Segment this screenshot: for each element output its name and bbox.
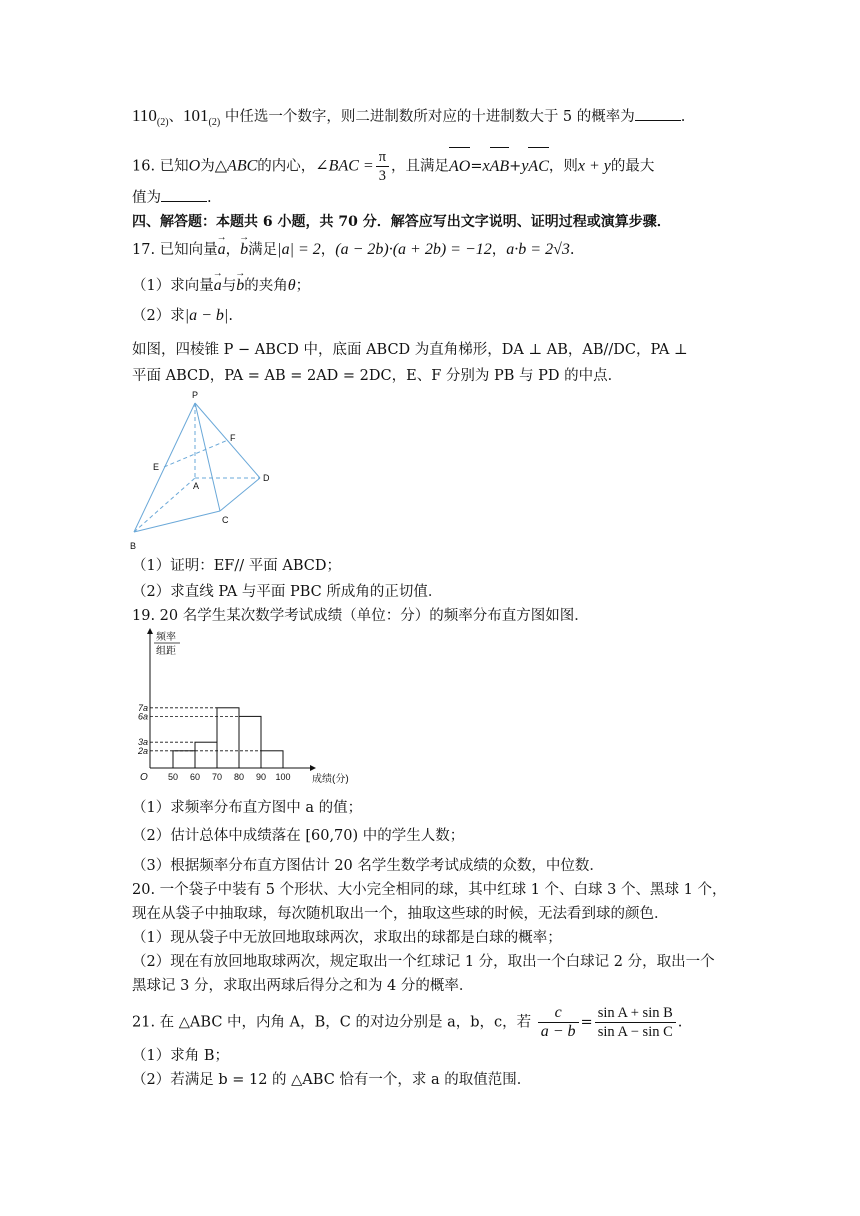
pyramid-figure (120, 385, 280, 555)
q16-line1: 16. 已知O为△ABC的内心，∠BAC = $\frac{\pi}{3}$ ，且满足AO=xAB+yAC，则x + y的最大 (132, 149, 655, 184)
histogram-bar (195, 742, 217, 768)
q21-line1: 21. 在 △ABC 中，内角 A，B，C 的对边分别是 a，b，c，若 $\frac{c}{a - b}$ = $\frac{\text{sin A + sin B}}{\text{sin A − sin C}}$ . (132, 1004, 683, 1040)
x-tick-label: 50 (167, 772, 179, 782)
binary-101: $101_{(2)}$ (183, 106, 221, 128)
pi-over-3: $\frac{\pi}{3}$ (376, 148, 389, 185)
histogram-bar (173, 751, 195, 768)
q16-line2: 值为 . (132, 190, 212, 206)
fraction-sines: $\frac{\text{sin A + sin B}}{\text{sin A − sin C}}$ (595, 1004, 676, 1041)
label-C: C (222, 515, 229, 525)
x-tick-label: 70 (211, 772, 223, 782)
y-tick-label: 7a (137, 702, 148, 713)
q20-line1: 20. 一个袋子中装有 5 个形状、大小完全相同的球，其中红球 1 个、白球 3 个、黑球 1 个， (132, 882, 727, 898)
q18-part1: （1）证明：EF// 平面 ABCD； (132, 558, 341, 574)
y-axis-arrow (147, 628, 153, 634)
x-tick-label: 90 (255, 772, 267, 782)
q17-line1: 17. 已知向量a →，b →满足|a| = 2，(a − 2b)·(a + 2b) = −12，a·b = 2√3. (132, 240, 574, 260)
y-tick-label: 6a (137, 711, 148, 722)
label-P: P (192, 390, 199, 400)
q18-part2: （2）求直线 PA 与平面 PBC 所成角的正切值． (132, 584, 443, 600)
q19-part2: （2）估计总体中成绩落在 [60,70) 中的学生人数； (132, 828, 465, 844)
segment-EF (164, 440, 228, 467)
y-label-numerator: 频率 (156, 632, 176, 643)
x-tick-label: 60 (189, 772, 201, 782)
frequency-histogram (128, 628, 368, 796)
label-A: A (193, 481, 200, 491)
section-title: 四、解答题：本题共 6 小题，共 70 分．解答应写出文字说明、证明过程或演算步骤． (132, 214, 671, 230)
x-axis-label: 成绩(分) (312, 774, 349, 785)
label-D: D (263, 473, 270, 483)
q20-part2a: （2）现在有放回地取球两次，规定取出一个红球记 1 分，取出一个白球记 2 分，取出一个 (132, 954, 715, 970)
answer-blank (161, 189, 207, 202)
edge-CD (220, 478, 260, 511)
q20-part2b: 黑球记 3 分，求取出两球后得分之和为 4 分的概率． (132, 978, 474, 994)
x-tick-label: 80 (233, 772, 245, 782)
y-tick-label: 3a (137, 737, 148, 748)
edge-PB (134, 403, 195, 532)
label-E: E (153, 462, 160, 472)
histogram-bar (261, 751, 283, 768)
q17-part2: （2）求|a − b|. (132, 307, 233, 324)
q18-line1: 如图，四棱锥 P − ABCD 中，底面 ABCD 为直角梯形，DA ⊥ AB，AB//DC，PA ⊥ (132, 342, 688, 358)
y-label-denominator: 组距 (156, 646, 176, 657)
q19-part3: （3）根据频率分布直方图估计 20 名学生数学考试成绩的众数，中位数． (132, 858, 604, 874)
q18-line2: 平面 ABCD，PA = AB = 2AD = 2DC，E、F 分别为 PB 与 PD 的中点． (132, 368, 623, 384)
edge-BC (134, 511, 220, 532)
edge-PC (195, 403, 220, 511)
label-F: F (230, 433, 236, 443)
q21-part1: （1）求角 B； (132, 1048, 229, 1064)
fraction-c-over-a-minus-b: $\frac{c}{a - b}$ (538, 1004, 579, 1041)
edge-PD (195, 403, 260, 478)
q17-part1: （1）求向量a →与b →的夹角θ； (132, 276, 310, 296)
y-tick-label: 2a (137, 745, 148, 756)
x-tick-label: 100 (275, 772, 291, 782)
q19-part1: （1）求频率分布直方图中 a 的值； (132, 800, 363, 816)
label-B: B (130, 541, 137, 551)
q20-line2: 现在从袋子中抽取球，每次随机取出一个，抽取这些球的时候，无法看到球的颜色． (132, 906, 669, 922)
histogram-bar (239, 716, 261, 768)
q21-part2: （2）若满足 b = 12 的 △ABC 恰有一个，求 a 的取值范围． (132, 1072, 532, 1088)
x-axis-arrow (310, 765, 316, 771)
edge-AB (134, 478, 195, 532)
origin-label: O (140, 772, 148, 783)
q19-line1: 19. 20 名学生某次数学考试成绩（单位：分）的频率分布直方图如图． (132, 608, 589, 624)
q15-text: 中任选一个数字，则二进制数所对应的十进制数大于 5 的概率为 (224, 109, 635, 125)
answer-blank (635, 108, 681, 121)
histogram-bar (217, 708, 239, 768)
binary-110: $110_{(2)}$ (132, 106, 169, 128)
q20-part1: （1）现从袋子中无放回地取球两次，求取出的球都是白球的概率； (132, 930, 562, 946)
q15-tail: $110_{(2)}$、$101_{(2)}$ 中任选一个数字，则二进制数所对应的十进制数大于 5 的概率为 . (132, 106, 686, 128)
